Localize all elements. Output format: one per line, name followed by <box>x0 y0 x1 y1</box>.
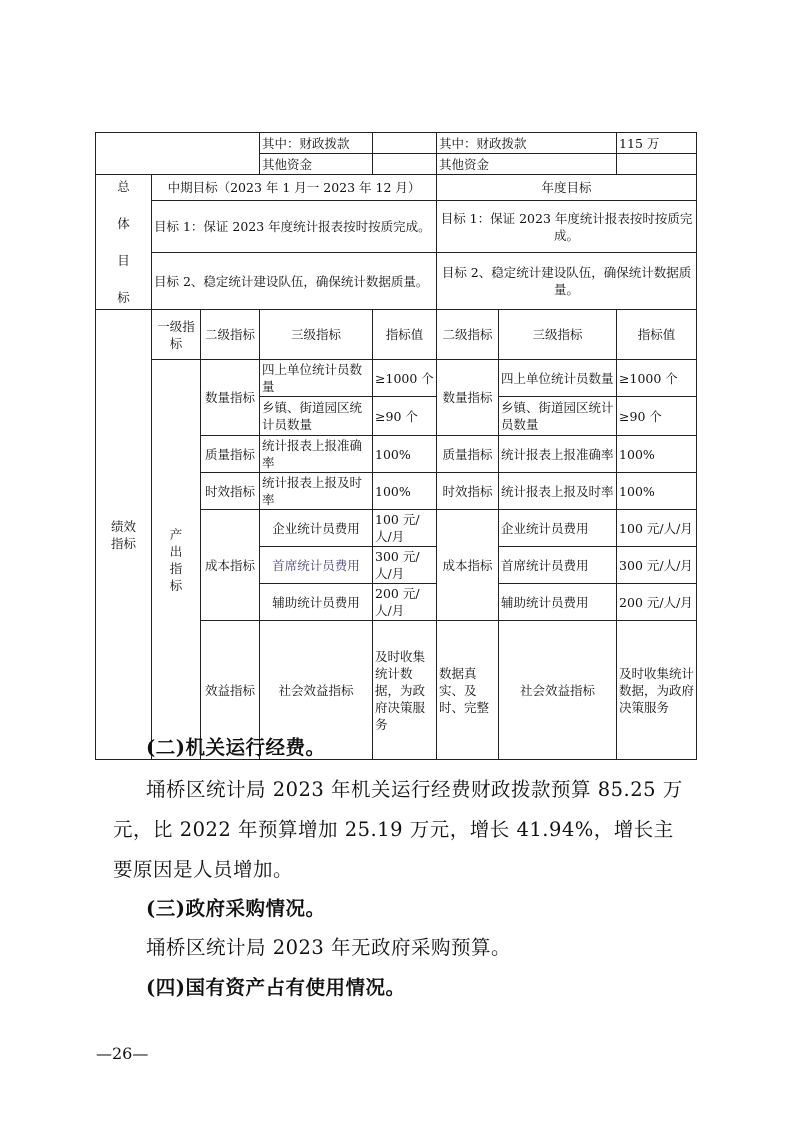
indicator-name: 乡镇、街道园区统计员数量 <box>499 397 617 436</box>
header-level1: 一级指标 <box>152 310 201 360</box>
indicator-name: 统计报表上报及时率 <box>260 473 373 510</box>
indicator-name: 企业统计员费用 <box>499 510 617 547</box>
indicator-value: ≥90 个 <box>373 397 437 436</box>
indicator-value: 200 元/人/月 <box>373 584 437 621</box>
indicator-value: 300 元/人/月 <box>617 547 697 584</box>
paragraph-procurement: 埇桥区统计局 2023 年无政府采购预算。 <box>146 936 512 959</box>
output-indicator-label: 产出指标 <box>152 360 201 760</box>
header-value: 指标值 <box>373 310 437 360</box>
indicator-name: 首席统计员费用 <box>260 547 373 584</box>
indicator-name: 及时收集统计数据，为政府决策服务 <box>373 621 437 760</box>
indicator-name: 辅助统计员费用 <box>499 584 617 621</box>
indicator-value: 100% <box>617 436 697 473</box>
indicator-name: 四上单位统计员数量 <box>260 360 373 397</box>
indicator-value: 100% <box>617 473 697 510</box>
social-benefit-label: 社会效益指标 <box>260 621 373 760</box>
heading-operating-costs: (二)机关运行经费。 <box>146 736 326 759</box>
indicator-name: 辅助统计员费用 <box>260 584 373 621</box>
quality-label: 质量指标 <box>201 436 260 473</box>
target2-mid: 目标 2、稳定统计建设队伍，确保统计数据质量。 <box>152 253 437 310</box>
indicator-name: 及时收集统计数据，为政府决策服务 <box>617 621 697 760</box>
indicator-name: 乡镇、街道园区统计员数量 <box>260 397 373 436</box>
annual-header: 年度目标 <box>437 175 697 201</box>
indicator-name: 统计报表上报准确率 <box>499 436 617 473</box>
indicator-value: 100% <box>373 436 437 473</box>
quantity-label: 数量指标 <box>201 360 260 436</box>
heading-procurement: (三)政府采购情况。 <box>146 897 326 920</box>
quantity-label: 数量指标 <box>437 360 499 436</box>
cost-label: 成本指标 <box>201 510 260 621</box>
heading-assets: (四)国有资产占有使用情况。 <box>146 976 406 999</box>
header-level2: 二级指标 <box>201 310 260 360</box>
paragraph-operating-costs: 埇桥区统计局 2023 年机关运行经费财政拨款预算 85.25 万元，比 2022 年预算增加 25.19 万元，增长 41.94%，增长主要原因是人员增加。 <box>113 778 683 881</box>
target2-annual: 目标 2、稳定统计建设队伍，确保统计数据质量。 <box>437 253 697 310</box>
indicator-value: ≥1000 个 <box>373 360 437 397</box>
funding-value <box>373 154 437 175</box>
cost-label: 成本指标 <box>437 510 499 621</box>
funding-value <box>617 154 697 175</box>
indicator-name: 四上单位统计员数量 <box>499 360 617 397</box>
indicator-name: 统计报表上报及时率 <box>499 473 617 510</box>
indicator-value: ≥1000 个 <box>617 360 697 397</box>
header-level3: 三级指标 <box>260 310 373 360</box>
header-level2: 二级指标 <box>437 310 499 360</box>
funding-label: 其他资金 <box>260 154 373 175</box>
indicator-name: 企业统计员费用 <box>260 510 373 547</box>
performance-side-label: 绩效指标 <box>96 310 152 760</box>
indicator-value: 数据真实、及时、完整 <box>437 621 499 760</box>
indicator-value: 100 元/人/月 <box>373 510 437 547</box>
table-row <box>96 360 697 397</box>
indicator-value: ≥90 个 <box>617 397 697 436</box>
timeliness-label: 时效指标 <box>437 473 499 510</box>
funding-value: 115 万 <box>617 133 697 154</box>
indicator-name: 统计报表上报准确率 <box>260 436 373 473</box>
mid-term-header: 中期目标（2023 年 1 月一 2023 年 12 月） <box>152 175 437 201</box>
quality-label: 质量指标 <box>437 436 499 473</box>
funding-label: 其中：财政拨款 <box>437 133 617 154</box>
social-benefit-label: 社会效益指标 <box>499 621 617 760</box>
target1-annual: 目标 1：保证 2023 年度统计报表按时按质完成。 <box>437 201 697 253</box>
page-number: —26— <box>96 1044 149 1063</box>
benefit-level1: 效益指标 <box>201 621 260 760</box>
funding-label: 其中：财政拨款 <box>260 133 373 154</box>
header-value: 指标值 <box>617 310 697 360</box>
indicator-name: 首席统计员费用 <box>499 547 617 584</box>
indicator-value: 200 元/人/月 <box>617 584 697 621</box>
indicator-value: 100% <box>373 473 437 510</box>
indicator-value: 100 元/人/月 <box>617 510 697 547</box>
funding-label: 其他资金 <box>437 154 617 175</box>
header-level3: 三级指标 <box>499 310 617 360</box>
funding-row <box>96 133 697 154</box>
timeliness-label: 时效指标 <box>201 473 260 510</box>
overall-target-label: 总 体 目 标 <box>96 175 152 310</box>
funding-value <box>373 133 437 154</box>
performance-target-table <box>95 132 697 760</box>
target1-mid: 目标 1：保证 2023 年度统计报表按时按质完成。 <box>152 201 437 253</box>
indicator-value: 300 元/人/月 <box>373 547 437 584</box>
